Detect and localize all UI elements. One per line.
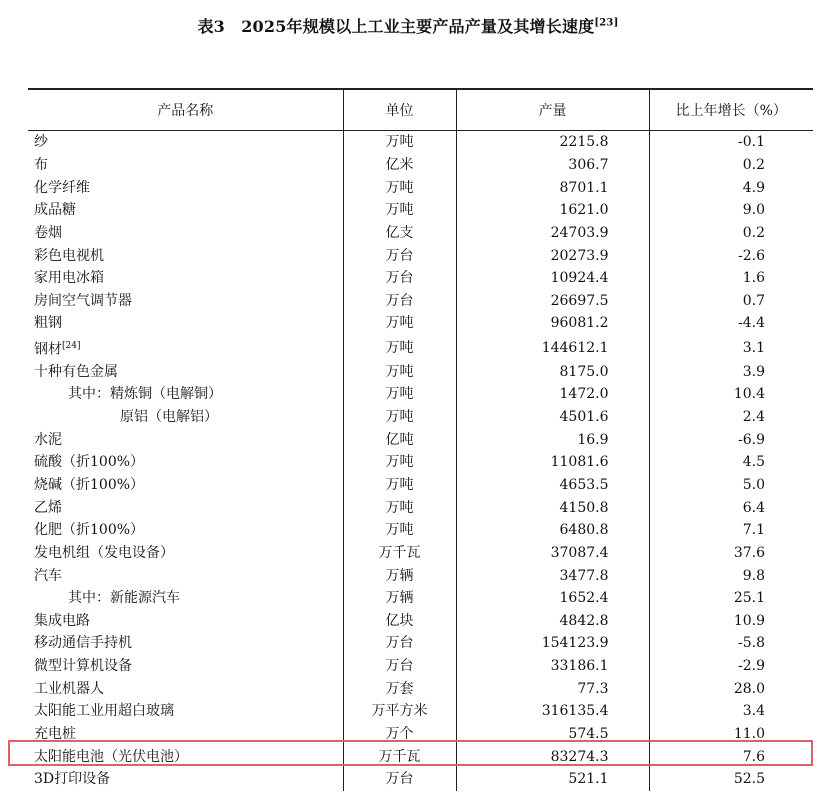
product-name-text: 钢材 [34,341,62,358]
table-header-row [28,89,813,131]
table-row [28,768,813,791]
cell-product-name [28,632,343,655]
cell-unit: 万千瓦 [343,542,456,565]
product-name-text: 化肥（折100%） [34,522,145,539]
cell-output: 316135.4 [456,700,649,723]
cell-output: 4653.5 [456,474,649,497]
cell-output: 154123.9 [456,632,649,655]
cell-output: 16.9 [456,428,649,451]
cell-output: 1652.4 [456,587,649,610]
cell-product-name [28,587,343,610]
table-row [28,723,813,746]
table-row [28,222,813,245]
cell-unit: 万个 [343,723,456,746]
cell-growth: 28.0 [649,677,813,700]
cell-unit: 亿支 [343,222,456,245]
table-row [28,542,813,565]
cell-product-name [28,768,343,791]
cell-growth: 0.2 [649,154,813,177]
cell-product-name [28,335,343,361]
product-name-text: 布 [34,156,48,173]
product-name-text: 发电机组（发电设备） [34,544,174,561]
cell-growth: 9.8 [649,564,813,587]
cell-product-name [28,222,343,245]
cell-product-name [28,519,343,542]
cell-unit: 万辆 [343,564,456,587]
product-name-text: 纱 [34,134,48,151]
cell-output: 20273.9 [456,244,649,267]
cell-growth: -2.6 [649,244,813,267]
cell-unit: 万吨 [343,312,456,335]
table-row [28,609,813,632]
cell-unit: 万台 [343,632,456,655]
cell-unit: 亿米 [343,154,456,177]
cell-output: 77.3 [456,677,649,700]
cell-growth: 7.6 [649,745,813,768]
cell-product-name [28,131,343,154]
cell-unit: 万台 [343,655,456,678]
cell-growth: 7.1 [649,519,813,542]
product-name-text: 3D打印设备 [34,771,111,788]
product-name-text: 烧碱（折100%） [34,476,145,493]
cell-growth: -0.1 [649,131,813,154]
cell-product-name [28,451,343,474]
table-title-text: 表3 2025年规模以上工业主要产品产量及其增长速度 [197,17,595,36]
cell-product-name [28,199,343,222]
table-body [28,131,813,791]
cell-unit: 万吨 [343,335,456,361]
product-name-text: 房间空气调节器 [34,292,132,309]
cell-unit: 万吨 [343,383,456,406]
table-row [28,587,813,610]
table-row [28,244,813,267]
product-name-text: 卷烟 [34,224,62,241]
cell-product-name [28,406,343,429]
product-name-text: 原铝（电解铝） [120,409,218,426]
table-row [28,154,813,177]
table-row [28,131,813,154]
table-row [28,451,813,474]
cell-output: 1472.0 [456,383,649,406]
product-name-text: 水泥 [34,431,62,448]
table-row-highlighted [28,745,813,768]
cell-product-name [28,474,343,497]
cell-product-name [28,176,343,199]
cell-output: 96081.2 [456,312,649,335]
cell-unit: 万台 [343,244,456,267]
product-name-text: 微型计算机设备 [34,658,132,675]
cell-output: 521.1 [456,768,649,791]
cell-growth: -5.8 [649,632,813,655]
cell-growth: 9.0 [649,199,813,222]
table-row [28,655,813,678]
product-name-text: 乙烯 [34,499,62,516]
cell-product-name [28,564,343,587]
cell-output: 37087.4 [456,542,649,565]
cell-growth: 10.9 [649,609,813,632]
header-unit: 单位 [343,89,456,131]
cell-growth: 37.6 [649,542,813,565]
cell-product-name [28,267,343,290]
cell-product-name [28,312,343,335]
cell-unit: 万平方米 [343,700,456,723]
product-name-text: 硫酸（折100%） [34,454,145,471]
table-row [28,312,813,335]
cell-growth: 52.5 [649,768,813,791]
table-row [28,428,813,451]
header-growth: 比上年增长（%） [649,89,813,131]
cell-growth: 4.5 [649,451,813,474]
table-row [28,700,813,723]
cell-output: 574.5 [456,723,649,746]
product-name-text: 十种有色金属 [34,363,118,380]
cell-growth: 2.4 [649,406,813,429]
cell-product-name [28,542,343,565]
product-name-text: 彩色电视机 [34,247,104,264]
cell-output: 83274.3 [456,745,649,768]
cell-product-name [28,723,343,746]
cell-output: 144612.1 [456,335,649,361]
cell-unit: 万套 [343,677,456,700]
table-row [28,199,813,222]
product-name-text: 集成电路 [34,612,90,629]
cell-growth: 3.4 [649,700,813,723]
cell-unit: 万台 [343,267,456,290]
table-row [28,335,813,361]
cell-growth: 5.0 [649,474,813,497]
cell-output: 306.7 [456,154,649,177]
cell-output: 4150.8 [456,496,649,519]
table-row [28,360,813,383]
cell-growth: 0.2 [649,222,813,245]
cell-unit: 万吨 [343,199,456,222]
production-table [28,88,813,791]
cell-growth: 6.4 [649,496,813,519]
cell-unit: 万千瓦 [343,745,456,768]
table-row [28,406,813,429]
cell-unit: 万吨 [343,519,456,542]
cell-unit: 万台 [343,768,456,791]
cell-product-name [28,745,343,768]
cell-output: 6480.8 [456,519,649,542]
table-row [28,677,813,700]
title-footnote: [23] [594,17,619,29]
table-row [28,289,813,312]
cell-output: 8701.1 [456,176,649,199]
product-name-text: 其中：新能源汽车 [68,590,180,607]
cell-growth: -4.4 [649,312,813,335]
product-name-text: 粗钢 [34,315,62,332]
cell-growth: -6.9 [649,428,813,451]
cell-output: 11081.6 [456,451,649,474]
cell-growth: 1.6 [649,267,813,290]
header-product-name: 产品名称 [28,89,343,131]
cell-unit: 亿块 [343,609,456,632]
table-row [28,519,813,542]
cell-unit: 万吨 [343,131,456,154]
cell-growth: 4.9 [649,176,813,199]
header-output: 产量 [456,89,649,131]
cell-growth: 11.0 [649,723,813,746]
cell-product-name [28,655,343,678]
product-name-text: 汽车 [34,567,62,584]
table-row [28,474,813,497]
table-row [28,564,813,587]
product-name-text: 成品糖 [34,202,76,219]
cell-product-name [28,428,343,451]
cell-output: 1621.0 [456,199,649,222]
cell-product-name [28,154,343,177]
cell-unit: 万辆 [343,587,456,610]
product-name-text: 化学纤维 [34,179,90,196]
cell-product-name [28,244,343,267]
cell-unit: 亿吨 [343,428,456,451]
cell-product-name [28,289,343,312]
product-name-text: 充电桩 [34,725,76,742]
cell-output: 26697.5 [456,289,649,312]
product-name-text: 其中：精炼铜（电解铜） [68,386,222,403]
product-name-text: 工业机器人 [34,680,104,697]
cell-product-name [28,496,343,519]
product-name-text: 太阳能工业用超白玻璃 [34,703,174,720]
cell-output: 8175.0 [456,360,649,383]
cell-unit: 万吨 [343,474,456,497]
table-row [28,496,813,519]
product-name-text: 太阳能电池（光伏电池） [34,748,188,765]
product-name-text: 移动通信手持机 [34,635,132,652]
product-name-text: 家用电冰箱 [34,270,104,287]
cell-growth: 0.7 [649,289,813,312]
cell-unit: 万吨 [343,451,456,474]
table-row [28,176,813,199]
table-row [28,267,813,290]
cell-growth: 10.4 [649,383,813,406]
cell-product-name [28,383,343,406]
cell-output: 24703.9 [456,222,649,245]
cell-output: 3477.8 [456,564,649,587]
cell-output: 10924.4 [456,267,649,290]
table-row [28,383,813,406]
cell-output: 2215.8 [456,131,649,154]
cell-unit: 万吨 [343,496,456,519]
cell-growth: 3.1 [649,335,813,361]
cell-product-name [28,700,343,723]
cell-product-name [28,360,343,383]
cell-unit: 万吨 [343,406,456,429]
cell-unit: 万台 [343,289,456,312]
cell-product-name [28,677,343,700]
table-row [28,632,813,655]
cell-growth: 25.1 [649,587,813,610]
cell-growth: -2.9 [649,655,813,678]
cell-growth: 3.9 [649,360,813,383]
cell-unit: 万吨 [343,360,456,383]
footnote-marker: [24] [62,340,81,351]
table-title [0,14,816,37]
cell-output: 33186.1 [456,655,649,678]
cell-output: 4501.6 [456,406,649,429]
cell-output: 4842.8 [456,609,649,632]
cell-unit: 万吨 [343,176,456,199]
cell-product-name [28,609,343,632]
